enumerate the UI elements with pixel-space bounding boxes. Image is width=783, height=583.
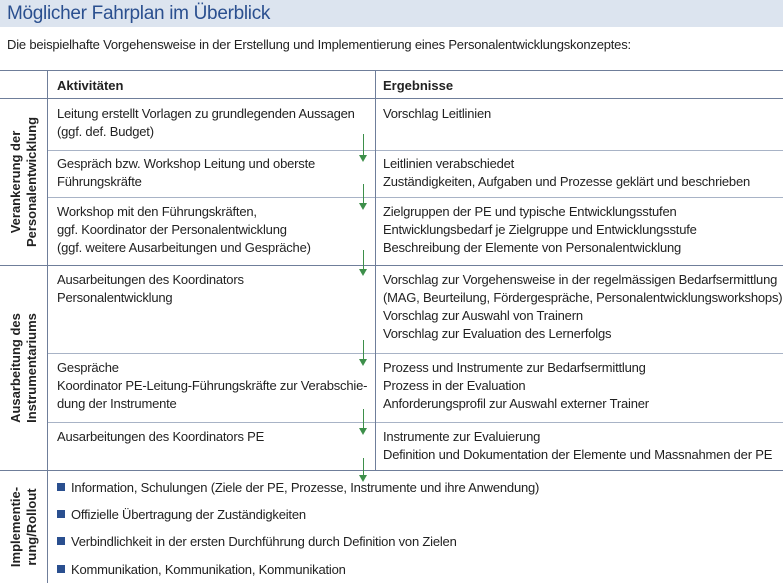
activity-cell: Ausarbeitungen des Koordinators Personalentwicklung <box>57 272 244 305</box>
result-cell: Prozess und Instrumente zur Bedarfsermittlung Prozess in der Evaluation Anforderungsprofil zur Auswahl externer Trainer <box>383 360 649 411</box>
table-top-border <box>0 70 783 71</box>
phase-label: Verankerung der Personalentwicklung <box>7 116 39 248</box>
rollout-item: Offizielle Übertragung der Zuständigkeiten <box>57 507 306 522</box>
result-cell: Vorschlag Leitlinien <box>383 106 492 121</box>
phase-verankerung <box>0 99 47 265</box>
flow-arrow-down-icon <box>359 409 368 435</box>
activity-cell: Workshop mit den Führungskräften, ggf. Koordinator der Personalentwicklung (ggf. weitere Ausarbeitungen und Gespräche) <box>57 204 311 255</box>
phase-ausarbeitung <box>0 266 47 470</box>
header-bottom-border <box>0 98 783 99</box>
activity-cell: Gespräche Koordinator PE-Leitung-Führungskräfte zur Verabschie- dung der Instrumente <box>57 360 368 411</box>
activity-cell: Leitung erstellt Vorlagen zu grundlegenden Aussagen (ggf. def. Budget) <box>57 106 355 139</box>
flow-arrow-down-icon <box>359 340 368 366</box>
activity-result-border <box>375 70 376 470</box>
flow-arrow-down-icon <box>359 134 368 162</box>
phase-implementierung <box>0 471 47 583</box>
rollout-item: Verbindlichkeit in der ersten Durchführung durch Definition von Zielen <box>57 534 457 549</box>
square-bullet-icon <box>57 510 65 518</box>
result-cell: Instrumente zur Evaluierung Definition und Dokumentation der Elemente und Massnahmen der PE <box>383 429 773 462</box>
row-divider <box>47 197 783 198</box>
phase-label: Implementie- rung/Rollout <box>7 486 39 568</box>
rollout-item: Kommunikation, Kommunikation, Kommunikation <box>57 562 346 577</box>
phase-column-border <box>47 70 48 583</box>
flow-arrow-down-icon <box>359 184 368 210</box>
phase-label: Ausarbeitung des Instrumentariums <box>7 313 39 423</box>
row-divider <box>47 353 783 354</box>
page-subtitle: Die beispielhafte Vorgehensweise in der Erstellung und Implementierung eines Personalentwicklungskonzeptes: <box>7 37 631 52</box>
phase-divider <box>0 265 783 266</box>
activity-cell: Ausarbeitungen des Koordinators PE <box>57 429 265 444</box>
square-bullet-icon <box>57 483 65 491</box>
result-cell: Leitlinien verabschiedet Zuständigkeiten, Aufgaben und Prozesse geklärt und beschrieben <box>383 156 751 189</box>
activity-cell: Gespräch bzw. Workshop Leitung und oberste Führungskräfte <box>57 156 316 189</box>
result-cell: Zielgruppen der PE und typische Entwicklungsstufen Entwicklungsbedarf je Zielgruppe und Entwicklungsstufe Beschreibung der Elemente von Personalentwicklung <box>383 204 697 255</box>
flow-arrow-down-icon <box>359 250 368 276</box>
header-results: Ergebnisse <box>383 78 454 93</box>
square-bullet-icon <box>57 537 65 545</box>
row-divider <box>47 150 783 151</box>
phase-divider <box>0 470 783 471</box>
rollout-item: Information, Schulungen (Ziele der PE, Prozesse, Instrumente und ihre Anwendung) <box>57 480 539 495</box>
square-bullet-icon <box>57 565 65 573</box>
result-cell: Vorschlag zur Vorgehensweise in der regelmässigen Bedarfsermittlung (MAG, Beurteilung, Fördergespräche, Personalentwicklungsworkshops) Vorschlag zur Auswahl von Trainern Vorschlag zur Evaluation des Lernerfolgs <box>383 272 783 341</box>
header-activities: Aktivitäten <box>57 78 124 93</box>
page-title: Möglicher Fahrplan im Überblick <box>7 3 271 24</box>
row-divider <box>47 422 783 423</box>
flow-arrow-down-icon <box>359 458 368 482</box>
